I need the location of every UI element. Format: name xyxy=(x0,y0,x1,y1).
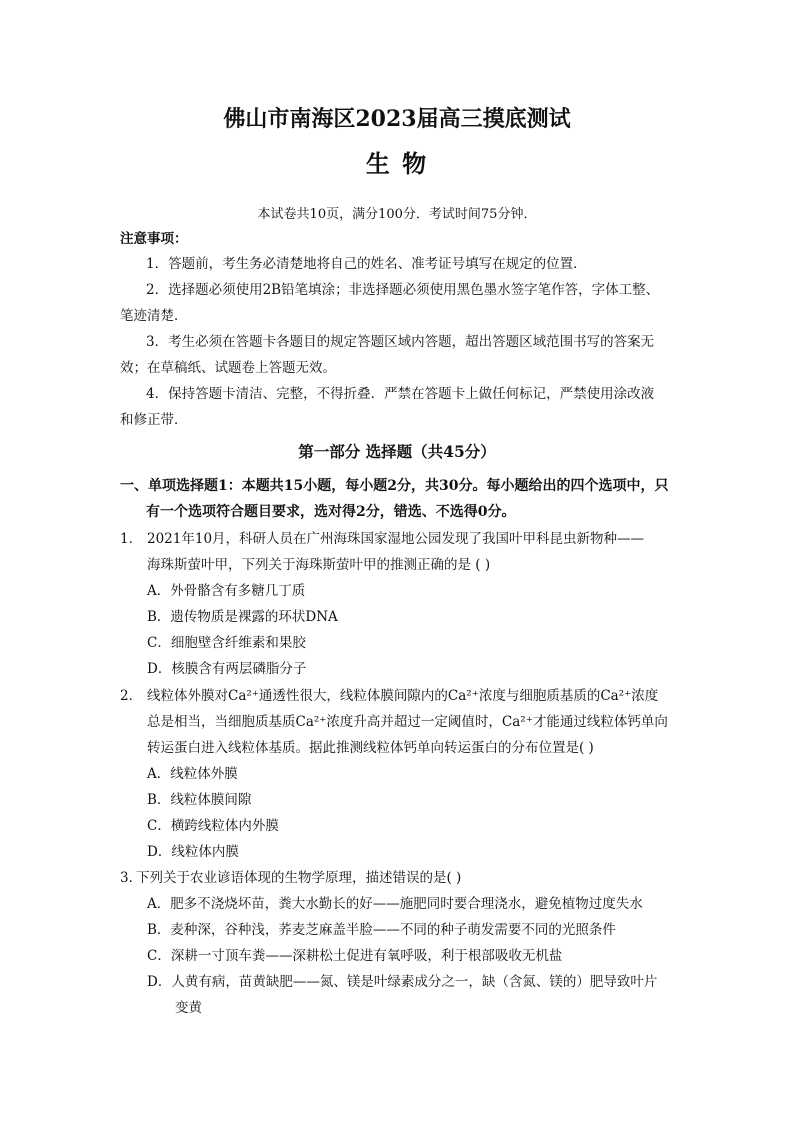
question-3-option-c: C．深耕一寸顶车粪——深耕松土促进有氧呼吸，利于根部吸收无机盐 xyxy=(147,948,563,964)
question-3-option-d: D．人黄有病，苗黄缺肥——氮、镁是叶绿素成分之一，缺（含氮、镁的）肥导致叶片 xyxy=(147,974,658,990)
exam-info: 本试卷共10页，满分100分．考试时间75分钟． xyxy=(257,207,537,222)
question-2-option-c: C．横跨线粒体内外膜 xyxy=(147,818,279,834)
question-3-option-a: A．肥多不浇烧坏苗，粪大水勤长的好——施肥同时要合理浇水，避免植物过度失水 xyxy=(147,896,643,912)
question-2-text: 线粒体外膜对Ca²⁺通透性很大，线粒体膜间隙内的Ca²⁺浓度与细胞质基质的Ca²⁺浓度 xyxy=(147,688,659,704)
subject-title: 生 物 xyxy=(365,149,429,178)
question-number: 3． xyxy=(120,870,143,886)
question-1-text: 2021年10月，科研人员在广州海珠国家湿地公园发现了我国叶甲科昆虫新物种—— xyxy=(147,531,645,547)
section-instruction-cont: 有一个选项符合题目要求，选对得2分，错选、不选得0分。 xyxy=(146,504,516,520)
question-1-text-cont: 海珠斯萤叶甲，下列关于海珠斯萤叶甲的推测正确的是 ( ) xyxy=(147,557,491,573)
question-2-option-d: D．线粒体内膜 xyxy=(147,844,239,860)
question-3-text: 下列关于农业谚语体现的生物学原理，描述错误的是( ) xyxy=(136,870,462,886)
question-2-option-a: A．线粒体外膜 xyxy=(147,766,238,782)
note-item-2-cont: 笔迹清楚． xyxy=(120,308,188,324)
note-item-1: 1．答题前，考生务必清楚地将自己的姓名、准考证号填写在规定的位置． xyxy=(146,256,587,272)
exam-title: 佛山市南海区2023届高三摸底测试 xyxy=(223,106,571,132)
note-item-3-cont: 效；在草稿纸、试题卷上答题无效。 xyxy=(120,360,336,376)
note-item-4: 4．保持答题卡清洁、完整，不得折叠．严禁在答题卡上做任何标记，严禁使用涂改液 xyxy=(146,386,655,402)
note-item-3: 3．考生必须在答题卡各题目的规定答题区域内答题，超出答题区域范围书写的答案无 xyxy=(146,334,655,350)
part1-title: 第一部分 选择题（共45分） xyxy=(298,442,496,461)
question-1-option-d: D．核膜含有两层磷脂分子 xyxy=(147,661,307,677)
question-2-text-cont: 转运蛋白进入线粒体基质。据此推测线粒体钙单向转运蛋白的分布位置是( ) xyxy=(147,740,594,756)
question-3-option-b: B．麦种深，谷种浅，荞麦芝麻盖半脸——不同的种子萌发需要不同的光照条件 xyxy=(147,922,616,938)
question-1-option-b: B．遗传物质是裸露的环状DNA xyxy=(147,609,338,625)
question-number: 2． xyxy=(120,688,143,704)
question-2-option-b: B．线粒体膜间隙 xyxy=(147,792,252,808)
question-number: 1． xyxy=(120,531,143,547)
section-instruction: 一、单项选择题1：本题共15小题，每小题2分，共30分。每小题给出的四个选项中，只 xyxy=(120,478,669,494)
question-3-option-d-cont: 变黄 xyxy=(175,1000,202,1016)
notes-heading: 注意事项： xyxy=(120,231,188,247)
question-1-option-a: A．外骨骼含有多糖几丁质 xyxy=(147,583,306,599)
question-1-option-c: C．细胞壁含纤维素和果胶 xyxy=(147,635,306,651)
question-2-text-cont: 总是相当，当细胞质基质Ca²⁺浓度升高并超过一定阈值时，Ca²⁺才能通过线粒体钙单向 xyxy=(147,714,668,730)
note-item-2: 2．选择题必须使用2B铅笔填涂；非选择题必须使用黑色墨水签字笔作答，字体工整、 xyxy=(146,282,660,298)
note-item-4-cont: 和修正带． xyxy=(120,412,188,428)
